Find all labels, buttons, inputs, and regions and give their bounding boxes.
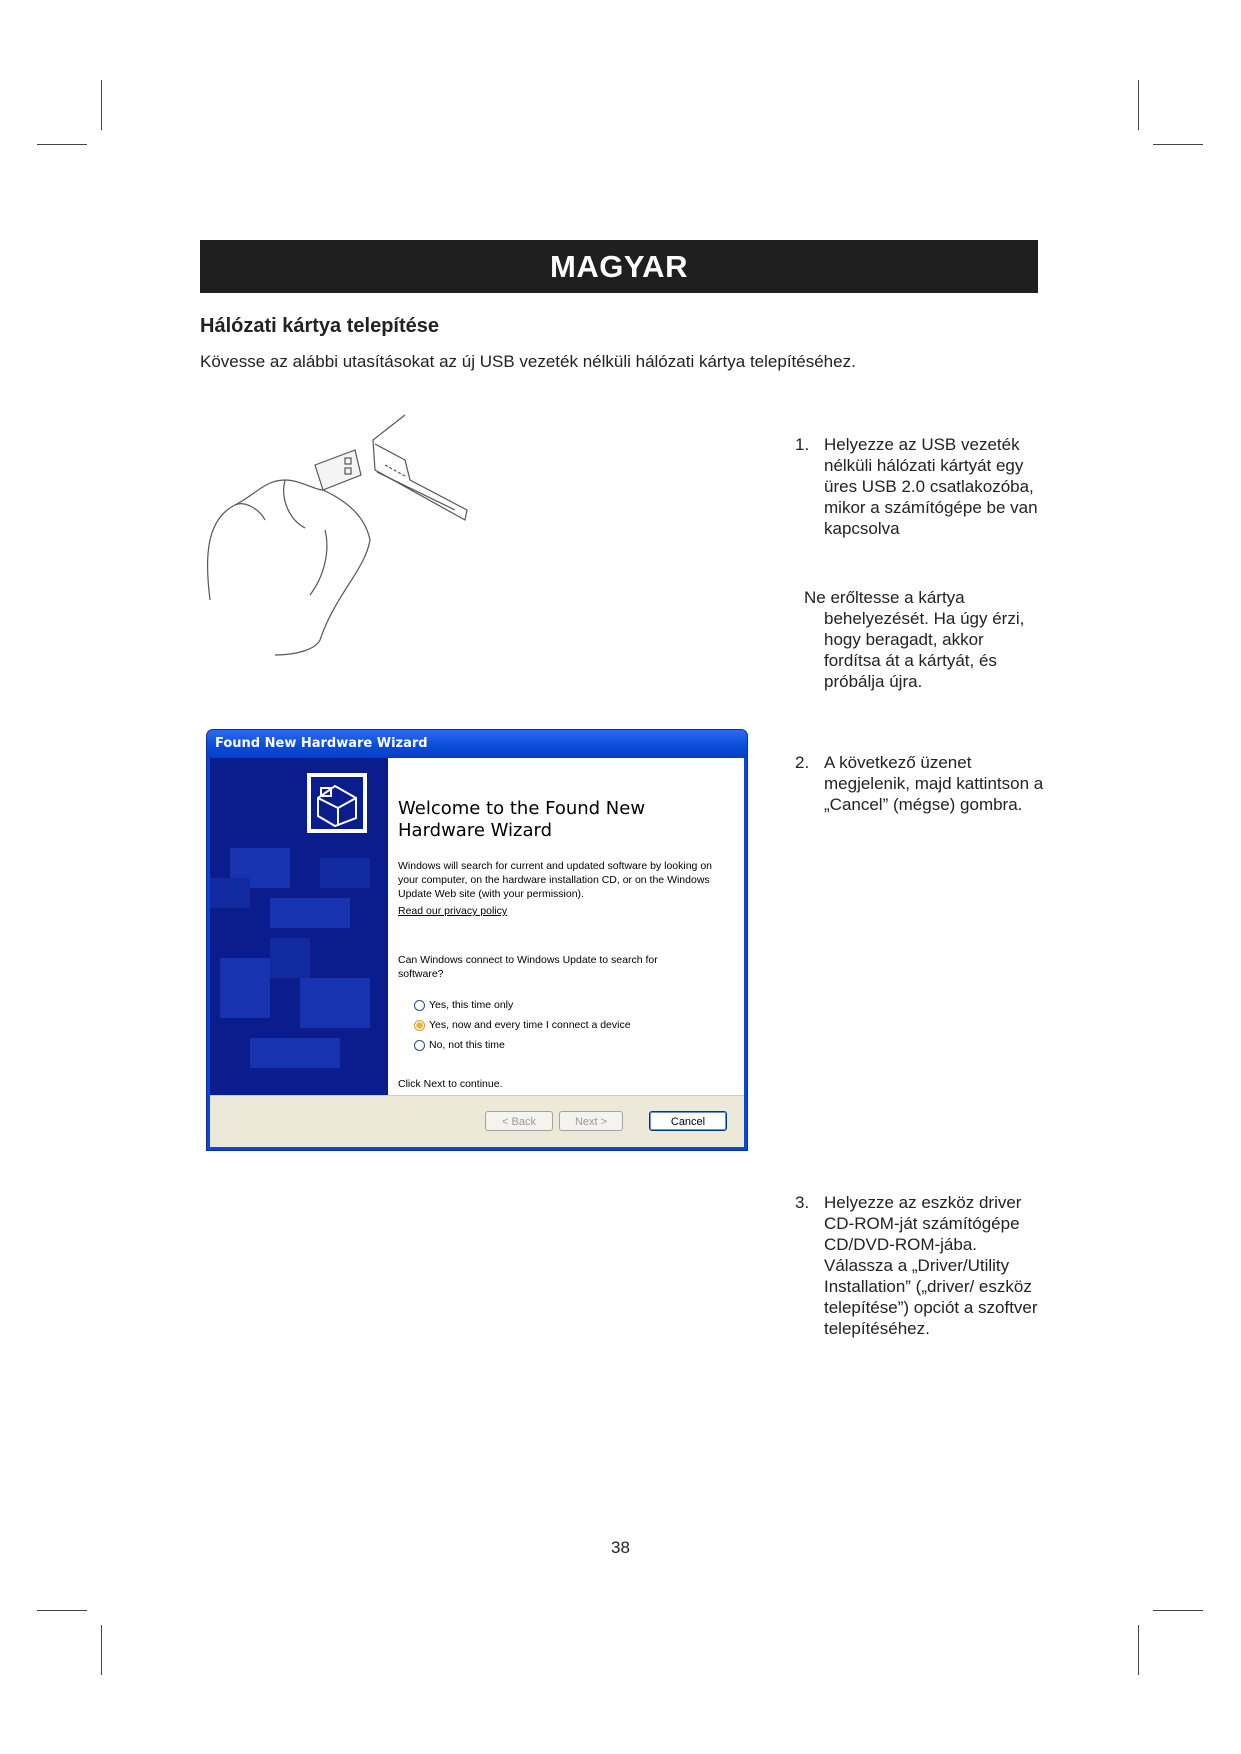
crop-mark: [1153, 144, 1203, 145]
intro-text: Kövesse az alábbi utasításokat az új USB vezeték nélküli hálózati kártya telepítéséhez.: [200, 352, 856, 371]
step-text: Helyezze az USB vezeték nélküli hálózati kártyát egy üres USB 2.0 csatlakozóba, mikor a számítógépe be van kapcsolva: [824, 435, 1038, 538]
note-text: Ne erőltesse a kártya behelyezését. Ha úgy érzi, hogy beragadt, akkor fordítsa át a kártyát, és próbálja újra.: [804, 588, 1025, 691]
radio-option-every-time[interactable]: [414, 1019, 631, 1031]
side-pattern-graphic: [210, 758, 388, 1095]
next-button[interactable]: Next >: [559, 1111, 623, 1131]
privacy-policy-link[interactable]: Read our privacy policy: [398, 905, 508, 917]
radio-button-selected[interactable]: [414, 1020, 425, 1031]
radio-label: No, not this time: [429, 1039, 505, 1051]
wizard-description: Windows will search for current and updated software by looking on your computer, on the hardware installation CD, or on the Windows Update Web site (with your permission).: [398, 860, 712, 900]
step-text: A következő üzenet megjelenik, majd kattintson a „Cancel” (mégse) gombra.: [824, 753, 1044, 814]
radio-label: Yes, now and every time I connect a device: [429, 1019, 631, 1031]
hardware-wizard-window: [207, 730, 747, 1150]
crop-mark: [101, 80, 102, 130]
step-number: 1.: [795, 435, 810, 454]
step-text: Helyezze az eszköz driver CD-ROM-ját számítógépe CD/DVD-ROM-jába. Válassza a „Driver/Utility Installation” („driver/ eszköz telepítése”) opciót a szoftver telepítéséhez.: [824, 1193, 1038, 1338]
radio-label: Yes, this time only: [429, 999, 514, 1011]
section-heading: Hálózati kártya telepítése: [200, 315, 439, 337]
crop-mark: [1138, 80, 1139, 130]
step-3: [795, 1192, 1045, 1339]
radio-option-this-time[interactable]: [414, 999, 513, 1011]
radio-button[interactable]: [414, 1040, 425, 1051]
language-banner: MAGYAR: [200, 240, 1038, 293]
wizard-body: [210, 758, 744, 1147]
crop-mark: [37, 1610, 87, 1611]
warning-note: [804, 587, 1044, 692]
page-number: 38: [611, 1538, 630, 1557]
continue-instruction: Click Next to continue.: [398, 1078, 503, 1090]
wizard-content: [398, 758, 738, 1095]
wizard-button-bar: [210, 1095, 744, 1147]
cancel-button[interactable]: Cancel: [649, 1111, 727, 1131]
crop-mark: [101, 1625, 102, 1675]
crop-mark: [37, 144, 87, 145]
step-2: [795, 752, 1045, 815]
crop-mark: [1153, 1610, 1203, 1611]
step-1: [795, 434, 1045, 539]
step-number: 2.: [795, 753, 810, 772]
radio-button[interactable]: [414, 1000, 425, 1011]
usb-insertion-illustration: [205, 410, 495, 660]
radio-option-not-this-time[interactable]: [414, 1039, 505, 1051]
wizard-side-graphic: [210, 758, 388, 1095]
back-button[interactable]: < Back: [485, 1111, 553, 1131]
wizard-heading: Welcome to the Found New Hardware Wizard: [398, 798, 646, 841]
crop-mark: [1138, 1625, 1139, 1675]
wizard-title-bar: Found New Hardware Wizard: [207, 730, 747, 758]
update-question: Can Windows connect to Windows Update to search for software?: [398, 954, 658, 980]
step-number: 3.: [795, 1193, 810, 1212]
